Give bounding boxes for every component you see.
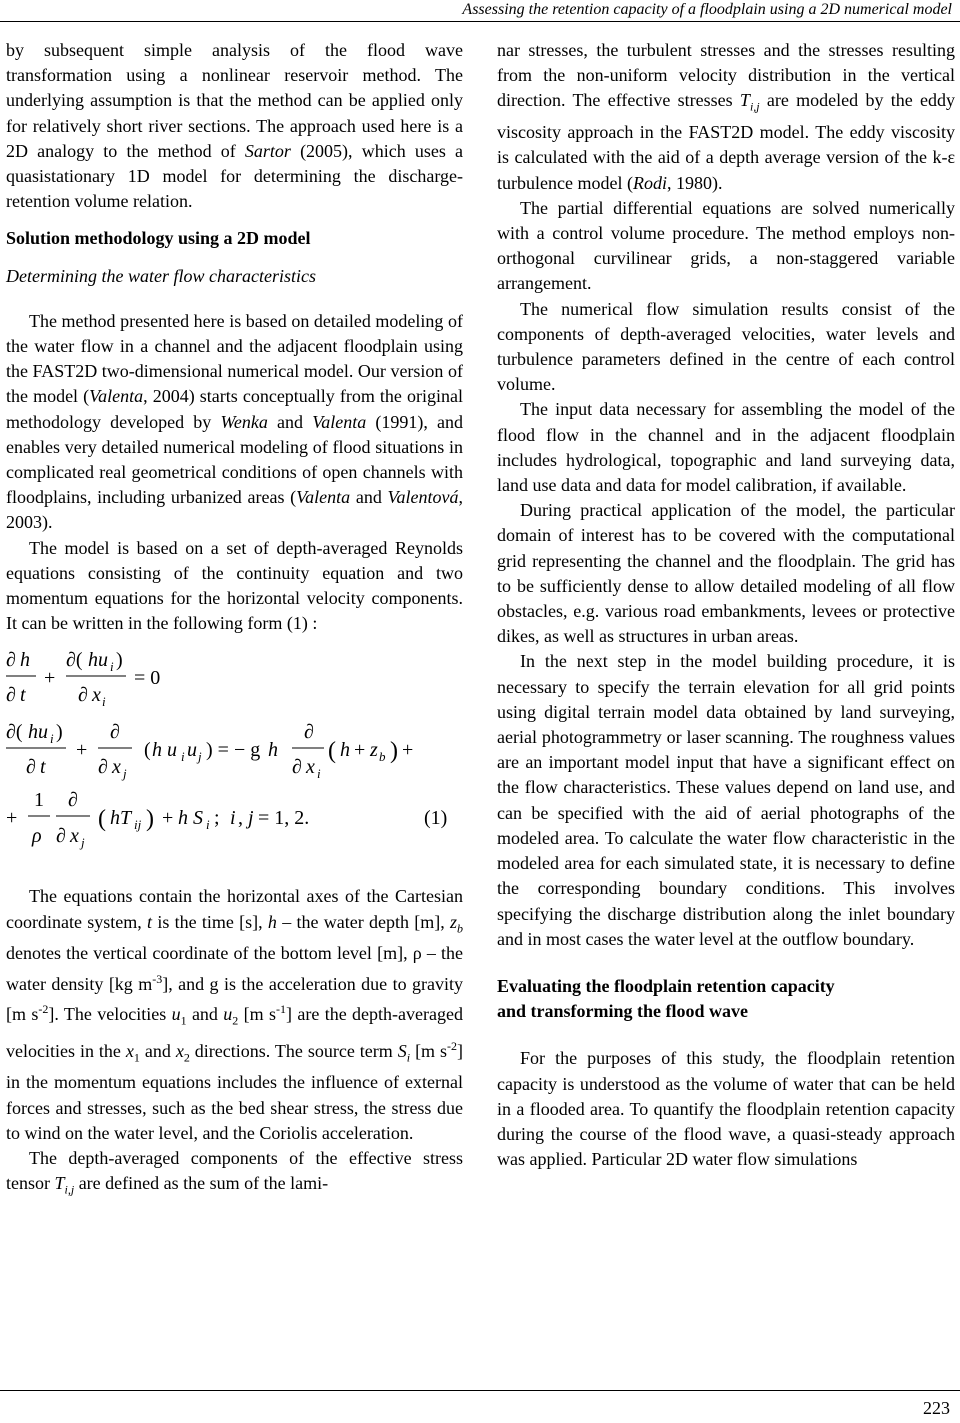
svg-text:h u: h u	[152, 739, 177, 762]
svg-text:hT: hT	[110, 807, 132, 830]
svg-text:∂: ∂	[78, 684, 88, 707]
svg-text:z: z	[370, 739, 378, 762]
svg-text:(: (	[98, 806, 106, 833]
paragraph: For the purposes of this study, the floodplain retention capacity is understood as the volume of water that can be held in a flooded area. To quantify the floodplain retention capacity during the course of the flood wave, a quasi-steady approach was applied. Particular 2D water flow simulations	[497, 1048, 955, 1170]
svg-text:∂: ∂	[304, 721, 314, 744]
paragraph: The equations contain the horizontal axes of the Cartesian coordinate system, t is the time [s], h – the water depth [m], $z_b$ denotes the vertical coordinate of the bottom level [m], ρ – the water density [kg $m^{-3}$], and g is the acceleration due to gravity [m $s^{-2}$]. The velocities $u_1$ and $u_2$ [m $s^{-1}$] are the depth-averaged velocities in the $x_1$ and $x_2$ directions. The source term $S_i$ [m $s^{-2}$] in the momentum equations includes the influence of external forces and stresses, such as the bed shear stress, the stress due to wind on the water level, and the Coriolis acceleration.	[6, 886, 464, 1143]
svg-text:∂: ∂	[26, 756, 36, 779]
svg-text:x: x	[92, 684, 101, 707]
svg-text:(: (	[144, 739, 151, 762]
paragraph: During practical application of the model, the particular domain of interest has to be covered with the computational grid representing the channel and the floodplain. The grid has to be sufficiently dense to allow detailed modeling of all flow obstacles, e.g. various road embankments, levees or protective dikes, as well as structures in urban areas.	[497, 500, 955, 647]
paragraph: nar stresses, the turbulent stresses and the stresses resulting from the non-uniform velocity distribution in the vertical direction. The effective stresses $T_{i,j}$ are modeled by the eddy viscosity approach in the FAST2D model. The eddy viscosity is calculated with the aid of a depth average version of the k-ε turbulence model (Rodi, 1980).	[497, 40, 956, 193]
svg-text:i: i	[230, 807, 236, 830]
svg-text:x: x	[112, 756, 121, 779]
header-rule	[0, 21, 960, 22]
svg-text:+: +	[76, 739, 88, 762]
section-heading: Evaluating the floodplain retention capacity and transforming the flood wave	[497, 975, 835, 1022]
svg-text:+: +	[354, 739, 366, 762]
svg-text:∂: ∂	[56, 825, 66, 848]
svg-text:): )	[56, 721, 63, 744]
equation-1-svg	[6, 646, 463, 878]
equation-block	[6, 646, 463, 878]
svg-text:i: i	[206, 817, 210, 833]
right-column	[497, 38, 955, 1172]
svg-text:t: t	[40, 756, 46, 779]
running-head: Assessing the retention capacity of a floodplain using a 2D numerical model	[462, 1, 952, 18]
svg-text:∂: ∂	[68, 789, 78, 812]
svg-text:h: h	[20, 649, 30, 672]
paragraph: by subsequent simple analysis of the flood wave transformation using a nonlinear reservoir method. The underlying assumption is that the method can be applied only for relatively short river sections. The approach used here is a 2D analogy to the method of Sartor (2005), which uses a quasistationary 1D model for determining the discharge-retention volume relation.	[6, 40, 463, 212]
svg-text:h: h	[340, 739, 350, 762]
svg-text:t: t	[20, 684, 26, 707]
svg-text:): )	[390, 738, 398, 765]
paragraph: In the next step in the model building procedure, it is necessary to specify the terrain elevation for all grid points using digital terrain model data obtained by land surveying, aerial photogrammetry or laser scanning. The roughness values are an important model input that have a significant effect on the flow characteristics. These values depend on land use, and can be specified with the aid of aerial photographs of the modeled area. To calculate the water flow characteristic in the modeled area for each simulated state, it is necessary to define the corresponding boundary conditions. This involves specifying the discharge distribution along the inlet boundary and in most cases the water level at the outflow boundary.	[497, 651, 955, 949]
svg-text:;: ;	[214, 807, 220, 830]
svg-text:1: 1	[34, 789, 44, 812]
svg-text:∂(: ∂(	[66, 649, 83, 672]
svg-text:hu: hu	[88, 649, 108, 672]
paragraph: The model is based on a set of depth-averaged Reynolds equations consisting of the continuity equation and two momentum equations for the horizontal velocity components. It can be written in the following form (1) :	[6, 537, 463, 634]
svg-text:i: i	[317, 766, 321, 782]
svg-text:∂: ∂	[110, 721, 120, 744]
subsection-heading: Determining the water flow characteristics	[6, 265, 316, 286]
svg-text:= 1, 2.: = 1, 2.	[258, 807, 310, 830]
svg-text:i: i	[110, 659, 114, 675]
svg-text:ρ: ρ	[32, 825, 42, 848]
svg-text:): )	[146, 806, 154, 833]
equation-number: (1)	[424, 807, 448, 830]
svg-text:j: j	[248, 807, 254, 830]
footer-rule	[0, 1390, 960, 1391]
svg-text:j: j	[81, 835, 85, 851]
svg-text:) = − g: ) = − g	[206, 739, 261, 762]
paragraph: The depth-averaged components of the effective stress tensor $T_{i,j}$ are defined as the sum of the lami-	[6, 1148, 463, 1197]
svg-text:+: +	[44, 667, 56, 690]
svg-text:ij: ij	[134, 817, 142, 833]
svg-text:∂: ∂	[6, 649, 16, 672]
svg-text:b: b	[379, 749, 386, 765]
paragraph: The partial differential equations are solved numerically with a control volume procedure. The method employs non-orthogonal curvilinear grids, a non-staggered variable arrangement.	[497, 197, 955, 294]
svg-text:j: j	[198, 749, 202, 765]
svg-text:= 0: = 0	[134, 667, 161, 690]
svg-text:,: ,	[238, 807, 243, 830]
svg-text:i: i	[50, 731, 54, 747]
svg-text:∂: ∂	[292, 756, 302, 779]
svg-text:x: x	[306, 756, 315, 779]
paragraph: The input data necessary for assembling the model of the flood flow in the channel and in the adjacent floodplain includes hydrological, topographic and land surveying data, land use data and data for model calibration, if available.	[497, 399, 955, 496]
svg-text:): )	[116, 649, 123, 672]
svg-text:+: +	[402, 739, 414, 762]
svg-text:i: i	[102, 694, 106, 710]
paragraph: The numerical flow simulation results consist of the components of depth-averaged velocities, water levels and turbulence parameters defined in the centre of each control volume.	[497, 298, 955, 395]
svg-text:x: x	[70, 825, 79, 848]
svg-text:+: +	[6, 807, 18, 830]
svg-text:∂: ∂	[98, 756, 108, 779]
svg-text:u: u	[187, 739, 197, 762]
svg-text:∂: ∂	[6, 684, 16, 707]
svg-text:j: j	[123, 766, 127, 782]
svg-text:+: +	[162, 807, 174, 830]
svg-text:h: h	[268, 739, 278, 762]
svg-text:i: i	[181, 749, 185, 765]
svg-text:(: (	[328, 738, 336, 765]
svg-text:hu: hu	[28, 721, 48, 744]
left-column	[6, 38, 463, 1203]
section-heading: Solution methodology using a 2D model	[6, 228, 311, 249]
svg-text:∂(: ∂(	[6, 721, 23, 744]
page-number: 223	[923, 1398, 950, 1418]
paragraph: The method presented here is based on detailed modeling of the water flow in a channel and the adjacent floodplain using the FAST2D two-dimensional numerical model. Our version of the model (Valenta, 2004) starts conceptually from the original methodology developed by Wenka and Valenta (1991), and enables very detailed numerical modeling of flood situations in complicated real geometrical conditions of open channels with floodplains, including urbanized areas (Valenta and Valentová, 2003).	[6, 310, 464, 533]
svg-text:h S: h S	[178, 807, 203, 830]
